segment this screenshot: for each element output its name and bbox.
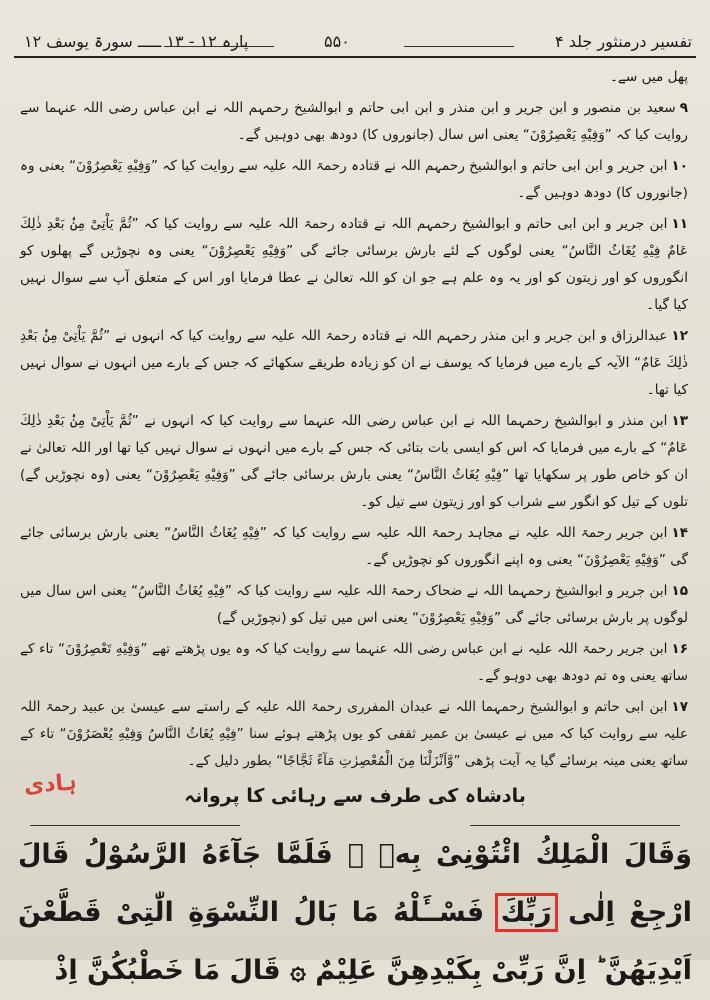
commentary-text [20,64,688,779]
quran-verse [18,826,692,1000]
paragraph-text: ابن جریر رحمۃ اللہ علیہ نے مجاہد رحمۃ اللہ علیہ سے روایت کیا کہ ”فِیْهِ یُغَاثُ النَّاسُ“ یعنی بارش برسائی جائے گی ”وَفِیْهِ یَعْصِرُوْنَ“ یعنی وہ اپنے انگوروں کو نچوڑیں گے۔ [20,525,688,568]
paragraph [20,408,688,516]
paragraph-text: ابن منذر و ابوالشیخ رحمہما اللہ نے ابن عباس رضی اللہ عنہما سے روایت کیا کہ انہوں نے ”ثُمَّ یَاْتِیْ مِنْۢ بَعْدِ ذٰلِكَ عَامٌ“ کے بارے میں فرمایا کہ اس کو ایسی بات بتائی کہ جس کے بارے میں انہوں نے سوال نہیں کیا تھا اور اللہ تعالیٰ نے ان کو خاص طور پر سکھایا تھا ”فِیْهِ یُغَاثُ النَّاسُ“ یعنی بارش برسائی جائے گی ”وَفِیْهِ یَعْصِرُوْنَ“ یعنی (وہ نچوڑیں گے) تلوں کے تیل کو انگور سے شراب کو اور زیتون سے تیل کو۔ [20,413,688,510]
highlighted-word: رَبِّكَ [500,897,552,928]
paragraph-text: ابن جریر و ابن ابی حاتم و ابوالشیخ رحمہم اللہ نے قتادہ رحمۃ اللہ علیہ سے روایت کیا کہ ”ثُمَّ یَاْتِیْ مِنْۢ بَعْدِ ذٰلِكَ عَامٌ فِیْهِ یُغَاثُ النَّاسُ“ یعنی لوگوں کے لئے بارش برسائی جائے گی ”وَفِیْهِ یَعْصِرُوْنَ“ یعنی وہ نچوڑیں گے پھلوں کو انگوروں کو اور زیتون کو اور یہ وہ علم ہے جو ان کو اللہ تعالیٰ نے عطا فرمایا اور اس کے متعلق آپ سے سوال نہیں کیا گیا۔ [20,216,688,313]
paragraph-number: ۱۰ [671,158,688,174]
paragraph-text: ابن جریر رحمۃ اللہ علیہ نے ابن عباس رضی اللہ عنہما سے روایت کیا کہ وہ یوں پڑھتے تھے ”وَفِیْهِ تَعْصِرُوْنَ“ تاء کے ساتھ یعنی وہ تم دودھ بھی دوہو گے۔ [20,641,688,684]
paragraph-text: ابن ابی حاتم و ابوالشیخ رحمہما اللہ نے عبدان المفرری رحمۃ اللہ علیہ کے راستے سے عیسیٰ بن عبید رحمۃ اللہ علیہ سے روایت کیا کہ میں نے عیسیٰ بن عمیر ثقفی کو یوں پڑھتے ہوئے سنا ”فِیْهِ یُغَاثُ النَّاسُ وَفِیْهِ یُعْصَرُوْنَ“ تاء کے ساتھ یعنی مینہ برسائے گیا یہ آیت پڑھی ”وَّاَنْزَلْنَا مِنَ الْمُعْصِرٰتِ مَآءً ثَجَّاجًا“ بطور دلیل کے۔ [20,699,688,769]
paragraph [20,520,688,574]
paragraph [20,153,688,207]
paragraph-number: ۱۳ [671,413,688,429]
paragraph-number: ۱۴ [671,525,688,541]
page-number: ۵۵۰ [324,32,350,51]
section-heading-text: بادشاہ کی طرف سے رہائی کا پروانہ [184,785,526,807]
paragraph-number: ۱۶ [671,641,688,657]
paragraph-text: عبدالرزاق و ابن جریر و ابن منذر رحمہم اللہ نے قتادہ رحمۃ اللہ علیہ سے روایت کیا کہ انہوں نے ”ثُمَّ یَاْتِیْ مِنْۢ بَعْدِ ذٰلِكَ عَامٌ“ الآیہ کے بارے میں فرمایا کہ یوسف نے ان کو زیادہ طریقے سکھائے کہ جس کے بارے میں انہوں نے سوال نہیں کیا تھا۔ [20,328,688,398]
paragraph-text: ابن جریر و ابن ابی حاتم و ابوالشیخ رحمہم اللہ نے قتادہ رحمۃ اللہ علیہ سے روایت کیا کہ ”وَفِیْهِ یَعْصِرُوْنَ“ یعنی وہ (جانوروں کا) دودھ دوہیں گے۔ [20,158,688,201]
paragraph [20,64,688,91]
paragraph-text: سعید بن منصور و ابن جریر و ابن منذر و ابن ابی حاتم و ابوالشیخ رحمہم اللہ نے ابن عباس رضی اللہ عنہما سے روایت کیا کہ ”وَفِیْهِ یَعْصِرُوْنَ“ یعنی اس سال (جانوروں کا) دودھ بھی دوہیں گے۔ [20,100,688,143]
book-title: تفسیر درمنثور جلد ۴ [555,32,692,51]
page-header [14,12,696,58]
paragraph-number: ۱۲ [671,328,688,344]
paragraph [20,694,688,775]
paragraph-number: ۱۵ [671,583,688,599]
paragraph-number: ۱۱ [671,216,688,232]
paragraph [20,323,688,404]
paragraph [20,578,688,632]
paragraph-number: ۹ [679,100,688,116]
paragraph [20,95,688,149]
paragraph-text: پھل میں سے۔ [609,69,688,85]
paragraph-number: ۱۷ [671,699,688,715]
part-and-surah: پارہ ۱۲ - ۱۳ ـــــ سورۃ یوسف ۱۲ [24,32,249,51]
section-heading [0,785,710,807]
paragraph [20,636,688,690]
verse-text: فَسْــَٔلْهُ مَا بَالُ النِّسْوَةِ الّٰتِیْ قَطَّعْنَ اَیْدِیَهُنَّ ؕ اِنَّ رَبِّیْ بِكَیْدِهِنَّ عَلِیْمٌ ۞ قَالَ مَا خَطْبُكُنَّ اِذْ [18,897,692,986]
paragraph [20,211,688,319]
paragraph-text: ابن جریر و ابوالشیخ رحمہما اللہ نے ضحاک رحمۃ اللہ علیہ سے روایت کیا کہ ”فِیْهِ یُغَاثُ النَّاسُ“ یعنی اس سال میں لوگوں پر بارش برسائی جائے گی ”وَفِیْهِ یَعْصِرُوْنَ“ یعنی اس میں تیل کو (نچوڑیں گے) [20,583,688,626]
red-handwritten-stamp: ہادی [23,770,78,799]
verse-text: وَقَالَ الْمَلِكُ ائْتُوْنِیْ بِهٖ ۚ فَلَمَّا جَآءَهُ الرَّسُوْلُ قَالَ ارْجِعْ اِلٰى [18,839,693,928]
header-divider [404,46,514,47]
